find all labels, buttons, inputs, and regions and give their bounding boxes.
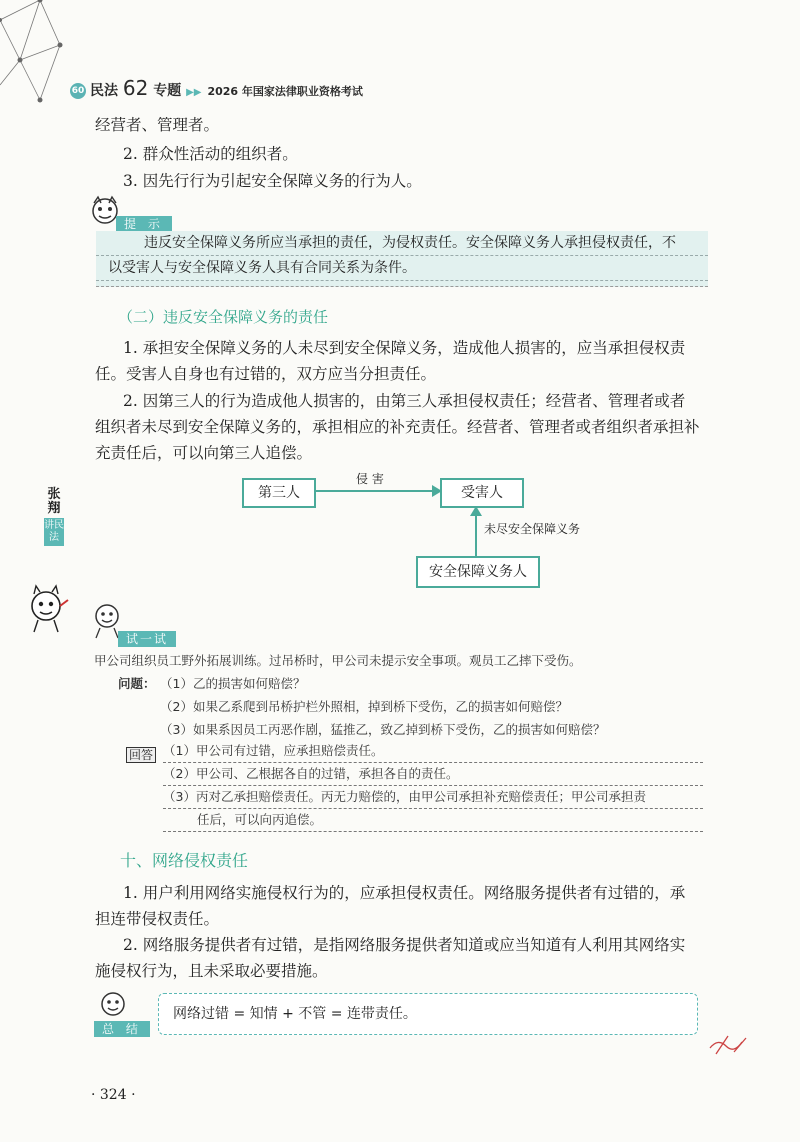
edge-label-harm: 侵 害 (356, 472, 384, 486)
constellation-decoration (0, 0, 80, 110)
series-suffix: 专题 (153, 83, 182, 99)
question-item: （1）乙的损害如何赔偿？ (160, 676, 306, 691)
author-name (44, 488, 64, 546)
paragraph-line: 1. 承担安全保障义务的人未尽到安全保障义务，造成他人损害的，应当承担侵权责 (123, 339, 686, 357)
section-heading: 十、网络侵权责任 (120, 851, 249, 870)
answer-line: 任后，可以向丙追偿。 (163, 809, 703, 832)
tip-box (96, 231, 708, 287)
trial-label: 试一试 (118, 628, 176, 647)
question-label: 问题： (118, 676, 156, 691)
list-item: 经营者、管理者。 (95, 116, 220, 134)
node-third-party: 第三人 (242, 478, 316, 508)
paragraph-line: 2. 因第三人的行为造成他人损害的，由第三人承担侵权责任；经营者、管理者或者 (123, 392, 686, 410)
mascot-large-icon (20, 582, 72, 634)
tip-line: 以受害人与安全保障义务人具有合同关系为条件。 (96, 256, 708, 281)
tip-line: 违反安全保障义务所应当承担的责任，为侵权责任。安全保障义务人承担侵权责任，不 (96, 231, 708, 256)
tip-label: 提 示 (116, 213, 172, 232)
summary-text: 网络过错 = 知情 + 不管 = 连带责任。 (173, 1006, 417, 1022)
series-name: 民法 (90, 83, 118, 99)
answer-block (163, 740, 703, 832)
answer-line: （2）甲公司、乙根据各自的过错，承担各自的责任。 (163, 763, 703, 786)
author-tag: 讲民法 (44, 518, 64, 546)
author-name-text: 张翔 (47, 487, 61, 516)
page-number: · 324 · (91, 1087, 136, 1103)
series-logo-icon: 60 (70, 83, 86, 99)
edge-label-fail: 未尽安全保障义务 (484, 522, 581, 536)
list-item: 2. 群众性活动的组织者。 (123, 145, 298, 163)
running-header (70, 76, 363, 100)
series-number: 62 (122, 76, 149, 100)
paragraph-line: 充责任后，可以向第三人追偿。 (95, 444, 313, 462)
answer-line: （3）丙对乙承担赔偿责任。丙无力赔偿的，由甲公司承担补充赔偿责任；甲公司承担责 (163, 786, 703, 809)
paragraph-line: 施侵权行为，且未采取必要措施。 (95, 962, 328, 980)
mascot-summary-icon (96, 990, 130, 1020)
answer-line: （1）甲公司有过错，应承担赔偿责任。 (163, 740, 703, 763)
handwriting-mark (706, 1030, 752, 1060)
answer-label: 回答 (126, 744, 156, 763)
diagram-arrows (300, 470, 500, 560)
paragraph-line: 任。受害人自身也有过错的，双方应当分担责任。 (95, 365, 437, 383)
node-guard: 安全保障义务人 (416, 556, 540, 588)
book-subtitle: 2026 年国家法律职业资格考试 (207, 85, 363, 98)
node-victim: 受害人 (440, 478, 524, 508)
paragraph-line: 1. 用户利用网络实施侵权行为的，应承担侵权责任。网络服务提供者有过错的，承 (123, 884, 686, 902)
question-item: （3）如果系因员工丙恶作剧，猛推乙，致乙掉到桥下受伤，乙的损害如何赔偿？ (160, 722, 606, 737)
question-item: （2）如果乙系爬到吊桥护栏外照相，掉到桥下受伤，乙的损害如何赔偿？ (160, 699, 568, 714)
list-item: 3. 因先行行为引起安全保障义务的行为人。 (123, 172, 422, 190)
paragraph-line: 组织者未尽到安全保障义务的，承担相应的补充责任。经营者、管理者或者组织者承担补 (95, 418, 700, 436)
summary-box (158, 993, 698, 1035)
paragraph-line: 担连带侵权责任。 (95, 910, 220, 928)
case-text: 甲公司组织员工野外拓展训练。过吊桥时，甲公司未提示安全事项。观员工乙摔下受伤。 (94, 653, 582, 668)
double-arrow-icon: ▶▶ (186, 87, 202, 98)
paragraph-line: 2. 网络服务提供者有过错，是指网络服务提供者知道或应当知道有人利用其网络实 (123, 936, 686, 954)
summary-label: 总 结 (94, 1018, 150, 1037)
section-heading: （二）违反安全保障义务的责任 (118, 308, 329, 326)
